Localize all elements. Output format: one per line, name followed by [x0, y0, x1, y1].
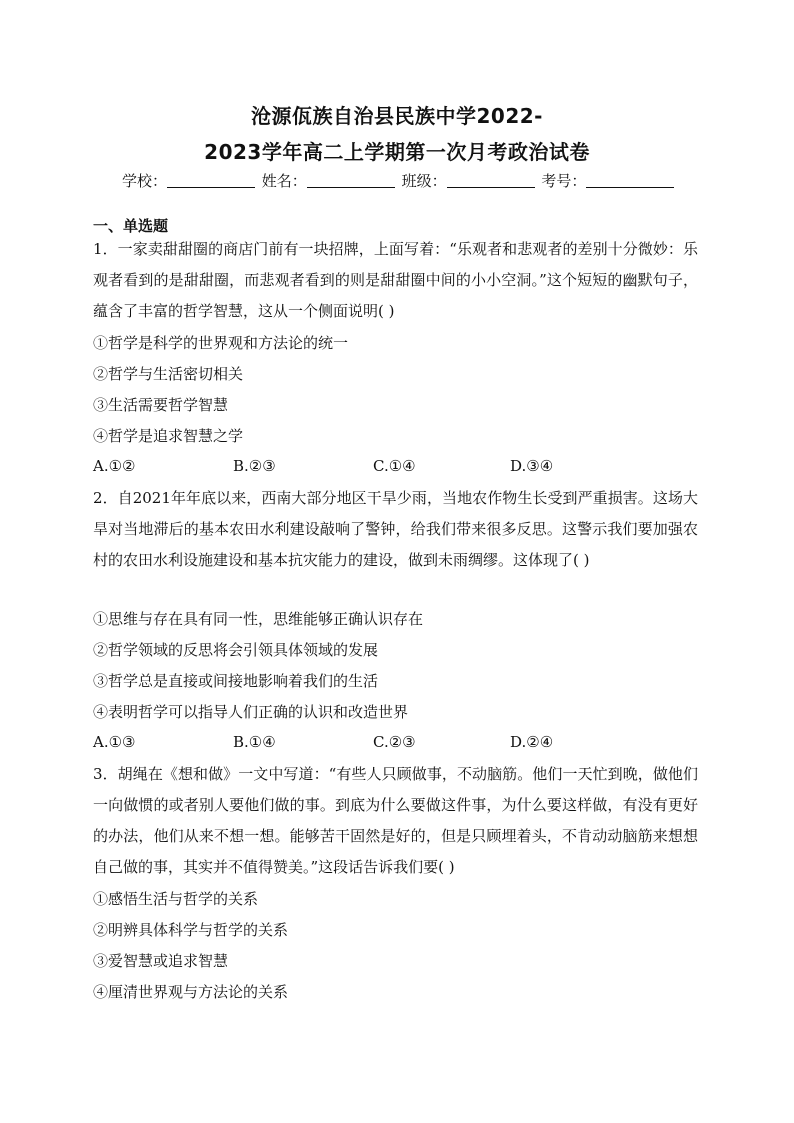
question-2-choice-d: D.②④ [510, 733, 554, 751]
question-2-choice-b: B.①④ [233, 733, 276, 751]
question-3-option-2: ②明辨具体科学与哲学的关系 [93, 921, 289, 939]
exam-title-line-2: 2023学年高二上学期第一次月考政治试卷 [204, 140, 590, 164]
question-2-option-1: ①思维与存在具有同一性，思维能够正确认识存在 [93, 610, 424, 628]
question-2-choice-a: A.①③ [93, 733, 136, 751]
question-3-option-4: ④厘清世界观与方法论的关系 [93, 983, 289, 1001]
question-1-option-1: ①哲学是科学的世界观和方法论的统一 [93, 334, 349, 352]
class-blank [447, 173, 535, 188]
question-1-choice-a: A.①② [93, 457, 136, 475]
question-3-option-1: ①感悟生活与哲学的关系 [93, 890, 259, 908]
school-blank [167, 173, 255, 188]
question-1-choice-b: B.②③ [233, 457, 276, 475]
class-label: 班级： [401, 172, 447, 190]
name-blank [307, 173, 395, 188]
question-3-stem: 3．胡绳在《想和做》一文中写道：“有些人只顾做事，不动脑筋。他们一天忙到晚，做他们一向做惯的或者别人要他们做的事。到底为什么要做这件事，为什么要这样做，有没有更好的办法，他们从来不想一想。能够苦干固然是好的，但是只顾埋着头，不肯动动脑筋来想想自己做的事，其实并不值得赞美。”这段话告诉我们要( ) [93, 765, 698, 876]
question-2-option-2: ②哲学领域的反思将会引领具体领域的发展 [93, 641, 379, 659]
exam-title-line-1: 沧源佤族自治县民族中学2022- [251, 104, 543, 128]
question-3-option-3: ③爱智慧或追求智慧 [93, 952, 229, 970]
section-title: 一、单选题 [93, 217, 169, 235]
question-2-stem: 2．自2021年年底以来，西南大部分地区干旱少雨，当地农作物生长受到严重损害。这场大旱对当地滞后的基本农田水利建设敲响了警钟，给我们带来很多反思。这警示我们要加强农村的农田水利设施建设和基本抗灾能力的建设，做到未雨绸缪。这体现了( ) [93, 489, 698, 569]
name-label: 姓名： [261, 172, 307, 190]
question-1-option-2: ②哲学与生活密切相关 [93, 365, 244, 383]
school-label: 学校： [122, 172, 168, 190]
question-1-choice-d: D.③④ [510, 457, 554, 475]
question-1-stem: 1．一家卖甜甜圈的商店门前有一块招牌，上面写着：“乐观者和悲观者的差别十分微妙：乐观者看到的是甜甜圈，而悲观者看到的则是甜甜圈中间的小小空洞。”这个短短的幽默句子，蕴含了丰富的哲学智慧，这从一个侧面说明( ) [93, 240, 698, 320]
student-info-line [122, 170, 682, 191]
question-1-choice-c: C.①④ [373, 457, 416, 475]
exam-number-label: 考号： [541, 172, 587, 190]
exam-number-blank [586, 173, 674, 188]
question-1-option-4: ④哲学是追求智慧之学 [93, 427, 244, 445]
question-2-option-4: ④表明哲学可以指导人们正确的认识和改造世界 [93, 703, 409, 721]
question-2-choice-c: C.②③ [373, 733, 416, 751]
question-1-option-3: ③生活需要哲学智慧 [93, 396, 229, 414]
question-2-option-3: ③哲学总是直接或间接地影响着我们的生活 [93, 672, 379, 690]
